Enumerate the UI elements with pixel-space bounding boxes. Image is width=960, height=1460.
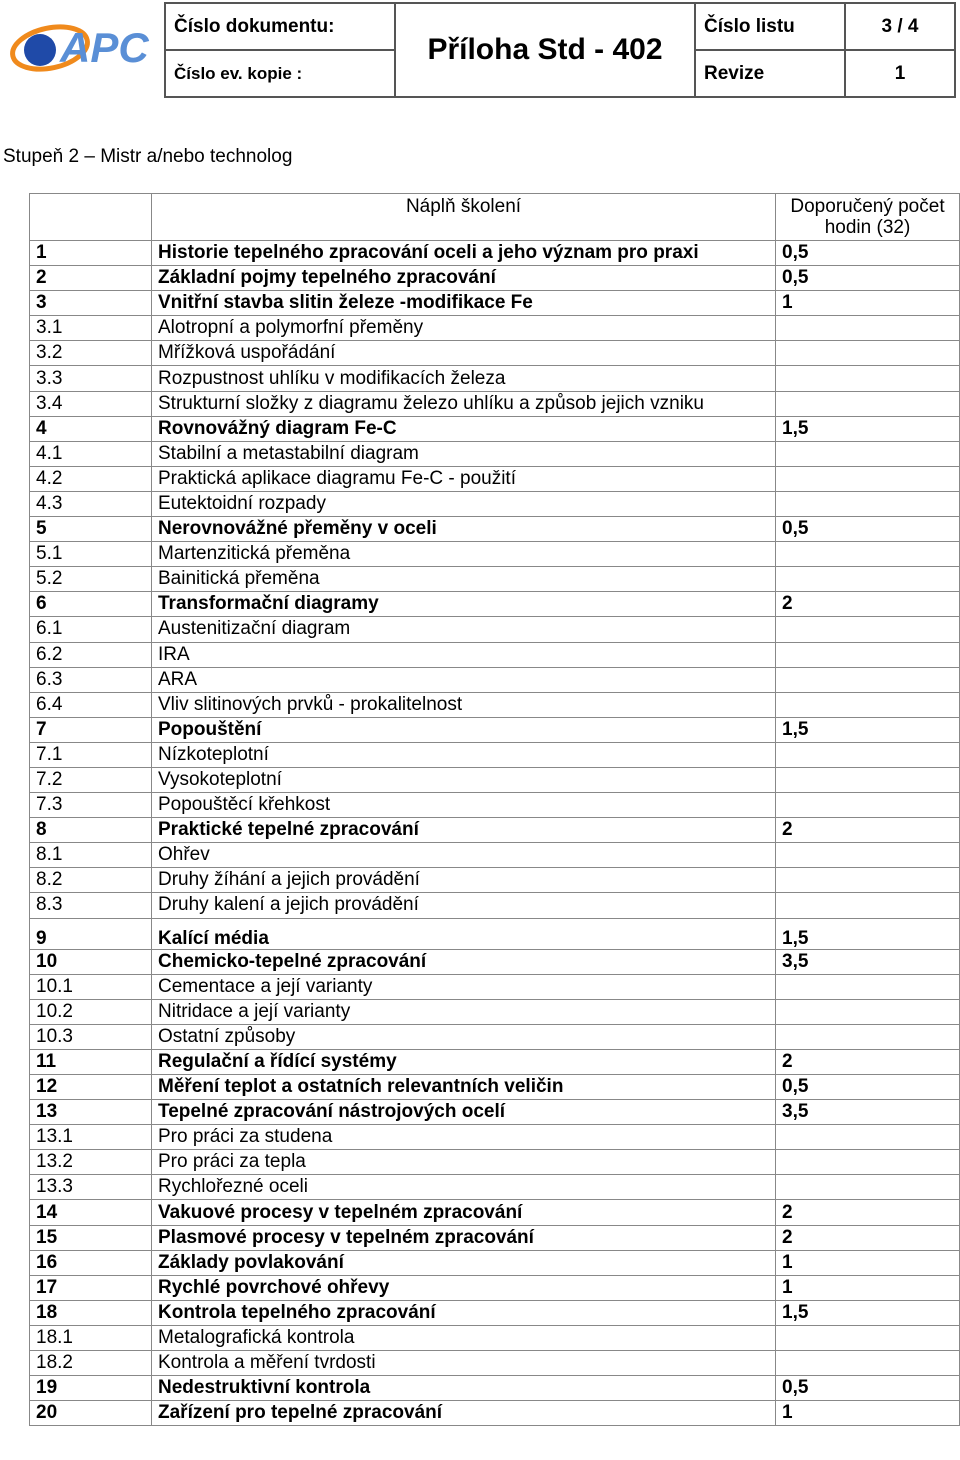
revision-label: Revize <box>695 50 845 97</box>
row-topic: Cementace a její varianty <box>152 974 776 999</box>
row-hours: 1,5 <box>776 717 960 742</box>
row-hours <box>776 1150 960 1175</box>
row-number: 8.3 <box>30 893 152 918</box>
row-topic: Vliv slitinových prvků - prokalitelnost <box>152 692 776 717</box>
row-hours: 1 <box>776 291 960 316</box>
table-row <box>30 818 960 843</box>
header-content: Náplň školení <box>152 194 776 241</box>
row-topic: Nitridace a její varianty <box>152 999 776 1024</box>
row-topic: Nízkoteplotní <box>152 742 776 767</box>
table-row <box>30 416 960 441</box>
row-number: 9 <box>30 918 152 949</box>
row-topic: Nerovnovážné přeměny v oceli <box>152 517 776 542</box>
row-number: 11 <box>30 1049 152 1074</box>
row-hours: 1 <box>776 1401 960 1426</box>
row-number: 13.1 <box>30 1125 152 1150</box>
row-topic: Rovnovážný diagram Fe-C <box>152 416 776 441</box>
row-number: 6.3 <box>30 667 152 692</box>
row-hours <box>776 341 960 366</box>
row-topic: Kalící média <box>152 918 776 949</box>
row-hours <box>776 742 960 767</box>
table-row <box>30 692 960 717</box>
row-hours: 1 <box>776 1275 960 1300</box>
row-number: 15 <box>30 1225 152 1250</box>
row-topic: Pro práci za studena <box>152 1125 776 1150</box>
row-number: 17 <box>30 1275 152 1300</box>
row-topic: Transformační diagramy <box>152 592 776 617</box>
row-number: 3 <box>30 291 152 316</box>
row-number: 4.1 <box>30 441 152 466</box>
row-number: 8 <box>30 818 152 843</box>
row-number: 6.2 <box>30 642 152 667</box>
row-topic: Druhy kalení a jejich provádění <box>152 893 776 918</box>
row-hours: 0,5 <box>776 517 960 542</box>
row-hours: 3,5 <box>776 1100 960 1125</box>
row-topic: Nedestruktivní kontrola <box>152 1376 776 1401</box>
row-number: 7.1 <box>30 742 152 767</box>
copy-number-label: Číslo ev. kopie : <box>165 50 395 97</box>
row-number: 12 <box>30 1075 152 1100</box>
table-row <box>30 517 960 542</box>
row-number: 13.3 <box>30 1175 152 1200</box>
row-hours <box>776 1024 960 1049</box>
row-number: 7.2 <box>30 767 152 792</box>
row-topic: Popouštěcí křehkost <box>152 793 776 818</box>
table-row <box>30 542 960 567</box>
row-hours <box>776 316 960 341</box>
row-hours <box>776 667 960 692</box>
row-hours <box>776 642 960 667</box>
row-hours <box>776 617 960 642</box>
table-row <box>30 1200 960 1225</box>
row-hours <box>776 974 960 999</box>
table-row <box>30 1225 960 1250</box>
row-topic: Austenitizační diagram <box>152 617 776 642</box>
table-row <box>30 1325 960 1350</box>
row-number: 3.2 <box>30 341 152 366</box>
table-row <box>30 441 960 466</box>
table-row <box>30 1100 960 1125</box>
stage-title: Stupeň 2 – Mistr a/nebo technolog <box>3 146 293 167</box>
row-hours: 1,5 <box>776 1300 960 1325</box>
row-topic: Ohřev <box>152 843 776 868</box>
row-number: 3.4 <box>30 391 152 416</box>
row-number: 4.2 <box>30 466 152 491</box>
row-hours: 0,5 <box>776 241 960 266</box>
row-number: 5.1 <box>30 542 152 567</box>
row-topic: Martenzitická přeměna <box>152 542 776 567</box>
table-row <box>30 1150 960 1175</box>
row-hours <box>776 491 960 516</box>
table-row <box>30 843 960 868</box>
row-topic: Stabilní a metastabilní diagram <box>152 441 776 466</box>
table-row <box>30 642 960 667</box>
table-row <box>30 391 960 416</box>
row-topic: Regulační a řídící systémy <box>152 1049 776 1074</box>
row-number: 8.1 <box>30 843 152 868</box>
table-row <box>30 717 960 742</box>
company-logo <box>8 14 158 76</box>
row-hours <box>776 1351 960 1376</box>
row-hours <box>776 1125 960 1150</box>
row-hours: 1 <box>776 1250 960 1275</box>
row-topic: Pro práci za tepla <box>152 1150 776 1175</box>
row-number: 6 <box>30 592 152 617</box>
row-topic: Vakuové procesy v tepelném zpracování <box>152 1200 776 1225</box>
row-hours: 0,5 <box>776 1075 960 1100</box>
row-hours <box>776 767 960 792</box>
row-topic: Mřížková uspořádání <box>152 341 776 366</box>
header-hours: Doporučený počet hodin (32) <box>776 194 960 241</box>
table-row <box>30 1250 960 1275</box>
row-number: 3.3 <box>30 366 152 391</box>
row-hours <box>776 793 960 818</box>
row-number: 2 <box>30 266 152 291</box>
table-row <box>30 466 960 491</box>
row-topic: Zařízení pro tepelné zpracování <box>152 1401 776 1426</box>
row-hours: 2 <box>776 818 960 843</box>
row-number: 13 <box>30 1100 152 1125</box>
table-row <box>30 667 960 692</box>
table-row <box>30 1024 960 1049</box>
row-number: 1 <box>30 241 152 266</box>
row-number: 10.2 <box>30 999 152 1024</box>
row-hours: 2 <box>776 1049 960 1074</box>
row-number: 3.1 <box>30 316 152 341</box>
table-row <box>30 1175 960 1200</box>
table-row <box>30 742 960 767</box>
row-topic: Praktické tepelné zpracování <box>152 818 776 843</box>
row-hours: 3,5 <box>776 949 960 974</box>
row-topic: Tepelné zpracování nástrojových ocelí <box>152 1100 776 1125</box>
row-number: 19 <box>30 1376 152 1401</box>
row-number: 7.3 <box>30 793 152 818</box>
table-row <box>30 291 960 316</box>
table-row <box>30 341 960 366</box>
row-topic: Rychlořezné oceli <box>152 1175 776 1200</box>
sheet-label: Číslo listu <box>695 3 845 50</box>
row-number: 5.2 <box>30 567 152 592</box>
row-number: 10.3 <box>30 1024 152 1049</box>
row-hours <box>776 366 960 391</box>
row-number: 20 <box>30 1401 152 1426</box>
row-hours <box>776 1175 960 1200</box>
row-topic: Chemicko-tepelné zpracování <box>152 949 776 974</box>
row-topic: Historie tepelného zpracování oceli a jeho význam pro praxi <box>152 241 776 266</box>
row-number: 8.2 <box>30 868 152 893</box>
table-row <box>30 1049 960 1074</box>
row-topic: Bainitická přeměna <box>152 567 776 592</box>
row-topic: Strukturní složky z diagramu železo uhlíku a způsob jejich vzniku <box>152 391 776 416</box>
row-number: 10.1 <box>30 974 152 999</box>
svg-text:APC: APC <box>60 24 149 71</box>
row-topic: Alotropní a polymorfní přeměny <box>152 316 776 341</box>
row-number: 14 <box>30 1200 152 1225</box>
row-hours: 2 <box>776 1200 960 1225</box>
row-topic: Kontrola tepelného zpracování <box>152 1300 776 1325</box>
table-row <box>30 316 960 341</box>
table-row <box>30 893 960 918</box>
training-table <box>29 193 960 1426</box>
row-hours <box>776 893 960 918</box>
table-row <box>30 1300 960 1325</box>
table-row <box>30 241 960 266</box>
table-row <box>30 1401 960 1426</box>
row-number: 10 <box>30 949 152 974</box>
row-topic: Eutektoidní rozpady <box>152 491 776 516</box>
row-hours: 2 <box>776 592 960 617</box>
header-number-cell <box>30 194 152 241</box>
table-header-row <box>30 194 960 241</box>
row-number: 13.2 <box>30 1150 152 1175</box>
row-hours <box>776 692 960 717</box>
table-row <box>30 266 960 291</box>
table-row <box>30 1275 960 1300</box>
document-title: Příloha Std - 402 <box>395 3 695 97</box>
row-hours <box>776 441 960 466</box>
row-hours: 1,5 <box>776 416 960 441</box>
row-hours: 2 <box>776 1225 960 1250</box>
row-topic: Ostatní způsoby <box>152 1024 776 1049</box>
row-hours <box>776 868 960 893</box>
table-row <box>30 1376 960 1401</box>
row-number: 4.3 <box>30 491 152 516</box>
table-row <box>30 567 960 592</box>
row-topic: IRA <box>152 642 776 667</box>
row-number: 16 <box>30 1250 152 1275</box>
sheet-value: 3 / 4 <box>845 3 955 50</box>
table-row <box>30 1075 960 1100</box>
table-row <box>30 767 960 792</box>
table-row <box>30 918 960 949</box>
row-topic: Základní pojmy tepelného zpracování <box>152 266 776 291</box>
row-hours <box>776 567 960 592</box>
row-number: 6.4 <box>30 692 152 717</box>
row-topic: Praktická aplikace diagramu Fe-C - použití <box>152 466 776 491</box>
row-hours <box>776 843 960 868</box>
table-row <box>30 999 960 1024</box>
table-row <box>30 974 960 999</box>
row-topic: Základy povlakování <box>152 1250 776 1275</box>
doc-number-label: Číslo dokumentu: <box>165 3 395 50</box>
row-topic: Vnitřní stavba slitin železe -modifikace Fe <box>152 291 776 316</box>
row-hours <box>776 1325 960 1350</box>
row-hours <box>776 999 960 1024</box>
row-number: 18 <box>30 1300 152 1325</box>
table-row <box>30 868 960 893</box>
row-topic: Popouštění <box>152 717 776 742</box>
table-row <box>30 491 960 516</box>
row-topic: ARA <box>152 667 776 692</box>
table-row <box>30 366 960 391</box>
row-hours: 0,5 <box>776 1376 960 1401</box>
row-number: 6.1 <box>30 617 152 642</box>
table-row <box>30 592 960 617</box>
row-hours: 0,5 <box>776 266 960 291</box>
table-row <box>30 1351 960 1376</box>
row-topic: Plasmové procesy v tepelném zpracování <box>152 1225 776 1250</box>
row-topic: Měření teplot a ostatních relevantních veličin <box>152 1075 776 1100</box>
revision-value: 1 <box>845 50 955 97</box>
row-hours <box>776 391 960 416</box>
row-topic: Kontrola a měření tvrdosti <box>152 1351 776 1376</box>
row-number: 18.1 <box>30 1325 152 1350</box>
row-number: 5 <box>30 517 152 542</box>
row-number: 4 <box>30 416 152 441</box>
row-topic: Rozpustnost uhlíku v modifikacích železa <box>152 366 776 391</box>
row-number: 7 <box>30 717 152 742</box>
table-row <box>30 1125 960 1150</box>
row-hours <box>776 466 960 491</box>
row-hours: 1,5 <box>776 918 960 949</box>
document-header <box>164 2 956 98</box>
table-row <box>30 617 960 642</box>
row-topic: Rychlé povrchové ohřevy <box>152 1275 776 1300</box>
row-hours <box>776 542 960 567</box>
table-row <box>30 793 960 818</box>
row-number: 18.2 <box>30 1351 152 1376</box>
row-topic: Vysokoteplotní <box>152 767 776 792</box>
table-row <box>30 949 960 974</box>
row-topic: Druhy žíhání a jejich provádění <box>152 868 776 893</box>
row-topic: Metalografická kontrola <box>152 1325 776 1350</box>
